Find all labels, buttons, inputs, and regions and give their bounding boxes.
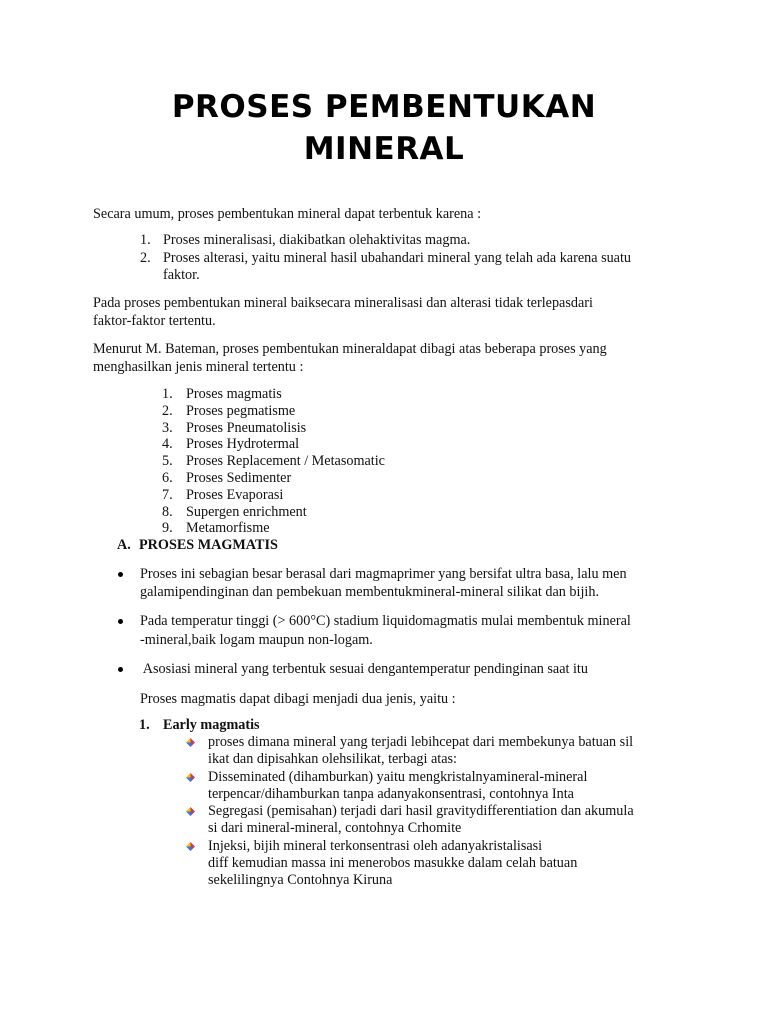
subsection-title: Early magmatis — [163, 717, 260, 733]
intro-paragraph: Secara umum, proses pembentukan mineral dapat terbentuk karena : — [93, 206, 482, 222]
bullet-text: Asosiasi mineral yang terbentuk sesuai dengantemperatur pendinginan saat itu — [140, 661, 588, 677]
bullet-text: -mineral,baik logam maupun non-logam. — [140, 632, 373, 648]
list-number: 7. — [162, 486, 173, 503]
list-text: Supergen enrichment — [186, 503, 307, 520]
list-text: faktor. — [163, 267, 200, 283]
list-text: Proses Hydrotermal — [186, 436, 300, 453]
list-number: 6. — [162, 470, 173, 486]
list-text: Proses mineralisasi, diakibatkan olehaktivitas magma. — [163, 232, 471, 248]
diamond-bullet-icon — [186, 842, 195, 851]
bullet-icon — [118, 572, 123, 577]
item-text: ikat dan dipisahkan olehsilikat, terbagi atas: — [208, 751, 458, 767]
list-number: 4. — [162, 436, 173, 453]
page-title — [0, 86, 768, 170]
diamond-bullet-icon — [186, 773, 195, 782]
item-text: si dari mineral-mineral, contohnya Crhomite — [208, 820, 462, 836]
section-letter: A. — [117, 537, 131, 553]
section-title: PROSES MAGMATIS — [139, 537, 278, 553]
item-text: Injeksi, bijih mineral terkonsentrasi oleh adanyakristalisasi — [208, 838, 543, 854]
list-text: Proses pegmatisme — [186, 402, 296, 419]
list-text: Metamorfisme — [186, 520, 270, 537]
list-text: Proses Sedimenter — [186, 470, 292, 486]
bullet-text: galamipendinginan dan pembekuan membentukmineral-mineral silikat dan bijih. — [140, 584, 599, 600]
list-number: 3. — [162, 419, 173, 436]
list-number: 8. — [162, 503, 173, 520]
item-text: terpencar/dihamburkan tanpa adanyakonsentrasi, contohnya Inta — [208, 786, 574, 802]
list-text: Proses alterasi, yaitu mineral hasil ubahandari mineral yang telah ada karena suatu — [163, 250, 632, 266]
item-text: Segregasi (pemisahan) terjadi dari hasil gravitydifferentiation dan akumula — [208, 803, 634, 819]
list-number: 2. — [140, 250, 151, 266]
item-text: diff kemudian massa ini menerobos masukke dalam celah batuan — [208, 855, 578, 871]
paragraph-line: menghasilkan jenis mineral tertentu : — [93, 359, 304, 375]
subsection-number: 1. — [139, 717, 150, 733]
title-line-2: MINERAL — [303, 131, 465, 167]
paragraph: Proses magmatis dapat dibagi menjadi dua jenis, yaitu : — [140, 691, 456, 707]
list-number: 1. — [140, 232, 151, 248]
item-text: proses dimana mineral yang terjadi lebihcepat dari membekunya batuan sil — [208, 734, 634, 750]
list-number: 1. — [162, 386, 173, 402]
list-number: 9. — [162, 520, 173, 537]
list-text: Proses Evaporasi — [186, 486, 284, 503]
diamond-bullet-icon — [186, 738, 195, 747]
diamond-bullet-icon — [186, 807, 195, 816]
list-text: Proses magmatis — [186, 386, 282, 402]
title-line-1: PROSES PEMBENTUKAN — [171, 89, 597, 125]
item-text: Disseminated (dihamburkan) yaitu mengkristalnyamineral-mineral — [208, 769, 588, 785]
list-text: Proses Pneumatolisis — [186, 419, 307, 436]
paragraph-line: Menurut M. Bateman, proses pembentukan mineraldapat dibagi atas beberapa proses yang — [93, 341, 607, 357]
bullet-text: Pada temperatur tinggi (> 600°C) stadium liquidomagmatis mulai membentuk mineral — [140, 613, 631, 629]
list-number: 2. — [162, 402, 173, 419]
paragraph-line: faktor-faktor tertentu. — [93, 313, 216, 329]
item-text: sekelilingnya Contohnya Kiruna — [208, 872, 393, 888]
list-number: 5. — [162, 453, 173, 470]
paragraph-line: Pada proses pembentukan mineral baiksecara mineralisasi dan alterasi tidak terlepasdari — [93, 295, 593, 311]
bullet-icon — [118, 667, 123, 672]
list-text: Proses Replacement / Metasomatic — [186, 453, 385, 470]
bullet-icon — [118, 619, 123, 624]
bullet-text: Proses ini sebagian besar berasal dari magmaprimer yang bersifat ultra basa, lalu men — [140, 566, 627, 582]
